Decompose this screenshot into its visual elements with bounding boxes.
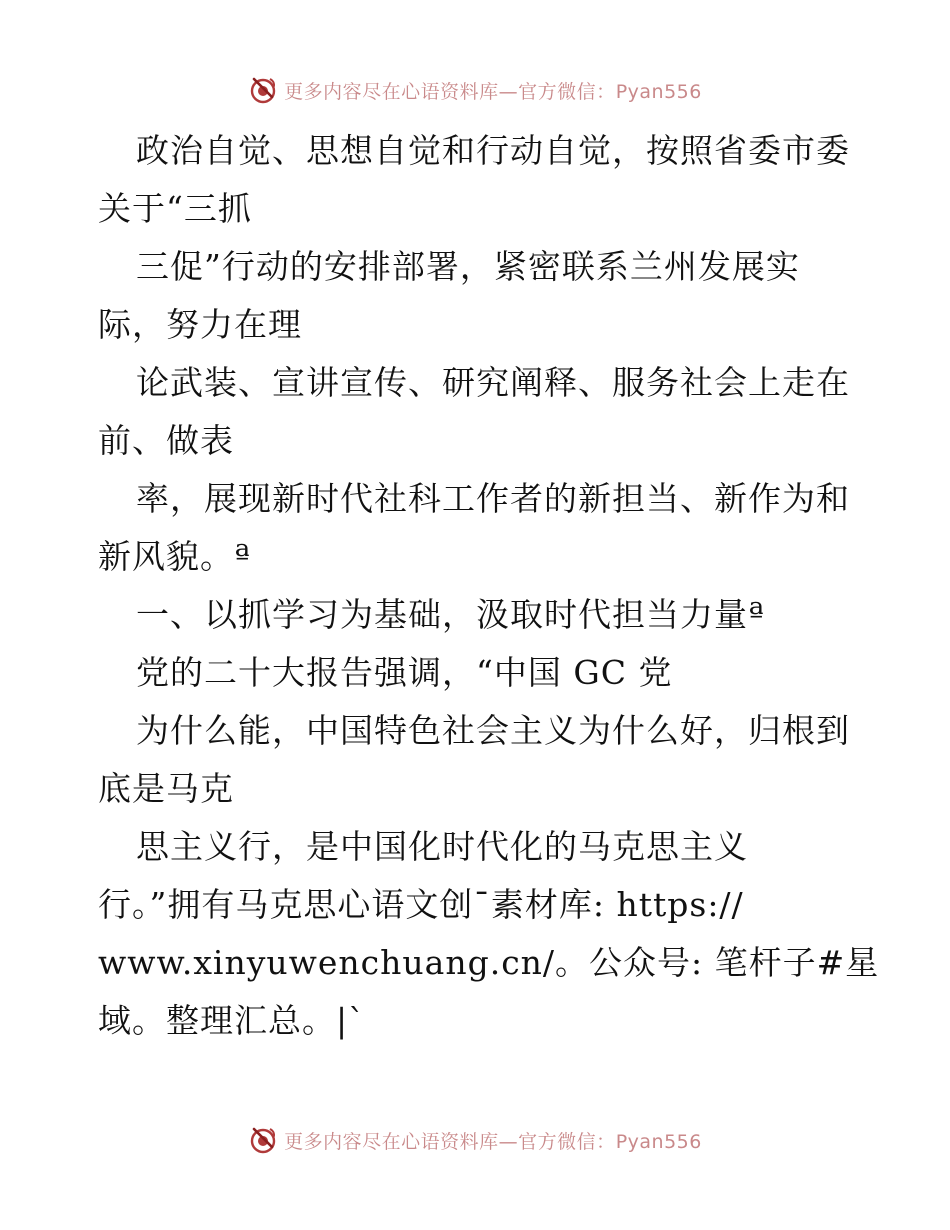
text-line: 论武装、宣讲宣传、研究阐释、服务社会上走在 [136,363,850,402]
text-line: 思主义行，是中国化时代化的马克思主义 [136,827,748,866]
text-line: 党的二十大报告强调，“中国 GC 党 [136,653,673,692]
text-line: 底是马克 [98,769,234,808]
document-body [98,122,880,1050]
banner-text [284,77,702,104]
text-line: 政治自觉、思想自觉和行动自觉，按照省委市委 [136,131,850,170]
section-heading: 一、以抓学习为基础，汲取时代担当力量ª [136,595,765,634]
text-line: www.xinyuwenchuang.cn/。公众号: 笔杆子#星 [98,943,880,982]
text-line: 率，展现新时代社科工作者的新担当、新作为和 [136,479,850,518]
banner-separator: — [498,1130,519,1153]
text-line: 三促”行动的安排部署，紧密联系兰州发展实 [136,247,800,286]
banner-handle: Pyan556 [615,80,702,103]
text-line: 前、做表 [98,421,234,460]
text-line: 关于“三抓 [98,189,252,228]
quill-seal-icon [248,1125,278,1155]
text-line: 行。”拥有马克思心语文创¯素材库: https:// [98,885,744,924]
text-line: 域。整理汇总。|` [98,1001,366,1040]
quill-seal-icon [248,75,278,105]
banner-title: 更多内容尽在心语资料库 [284,80,499,103]
header-banner [0,70,950,110]
banner-text [284,1127,702,1154]
banner-title: 更多内容尽在心语资料库 [284,1130,499,1153]
banner-handle: Pyan556 [615,1130,702,1153]
text-line: 新风貌。ª [98,537,251,576]
text-line: 为什么能，中国特色社会主义为什么好，归根到 [136,711,850,750]
banner-suffix: 官方微信： [518,1130,616,1153]
footer-banner [0,1120,950,1160]
banner-suffix: 官方微信： [518,80,616,103]
banner-separator: — [498,80,519,103]
text-line: 际，努力在理 [98,305,302,344]
